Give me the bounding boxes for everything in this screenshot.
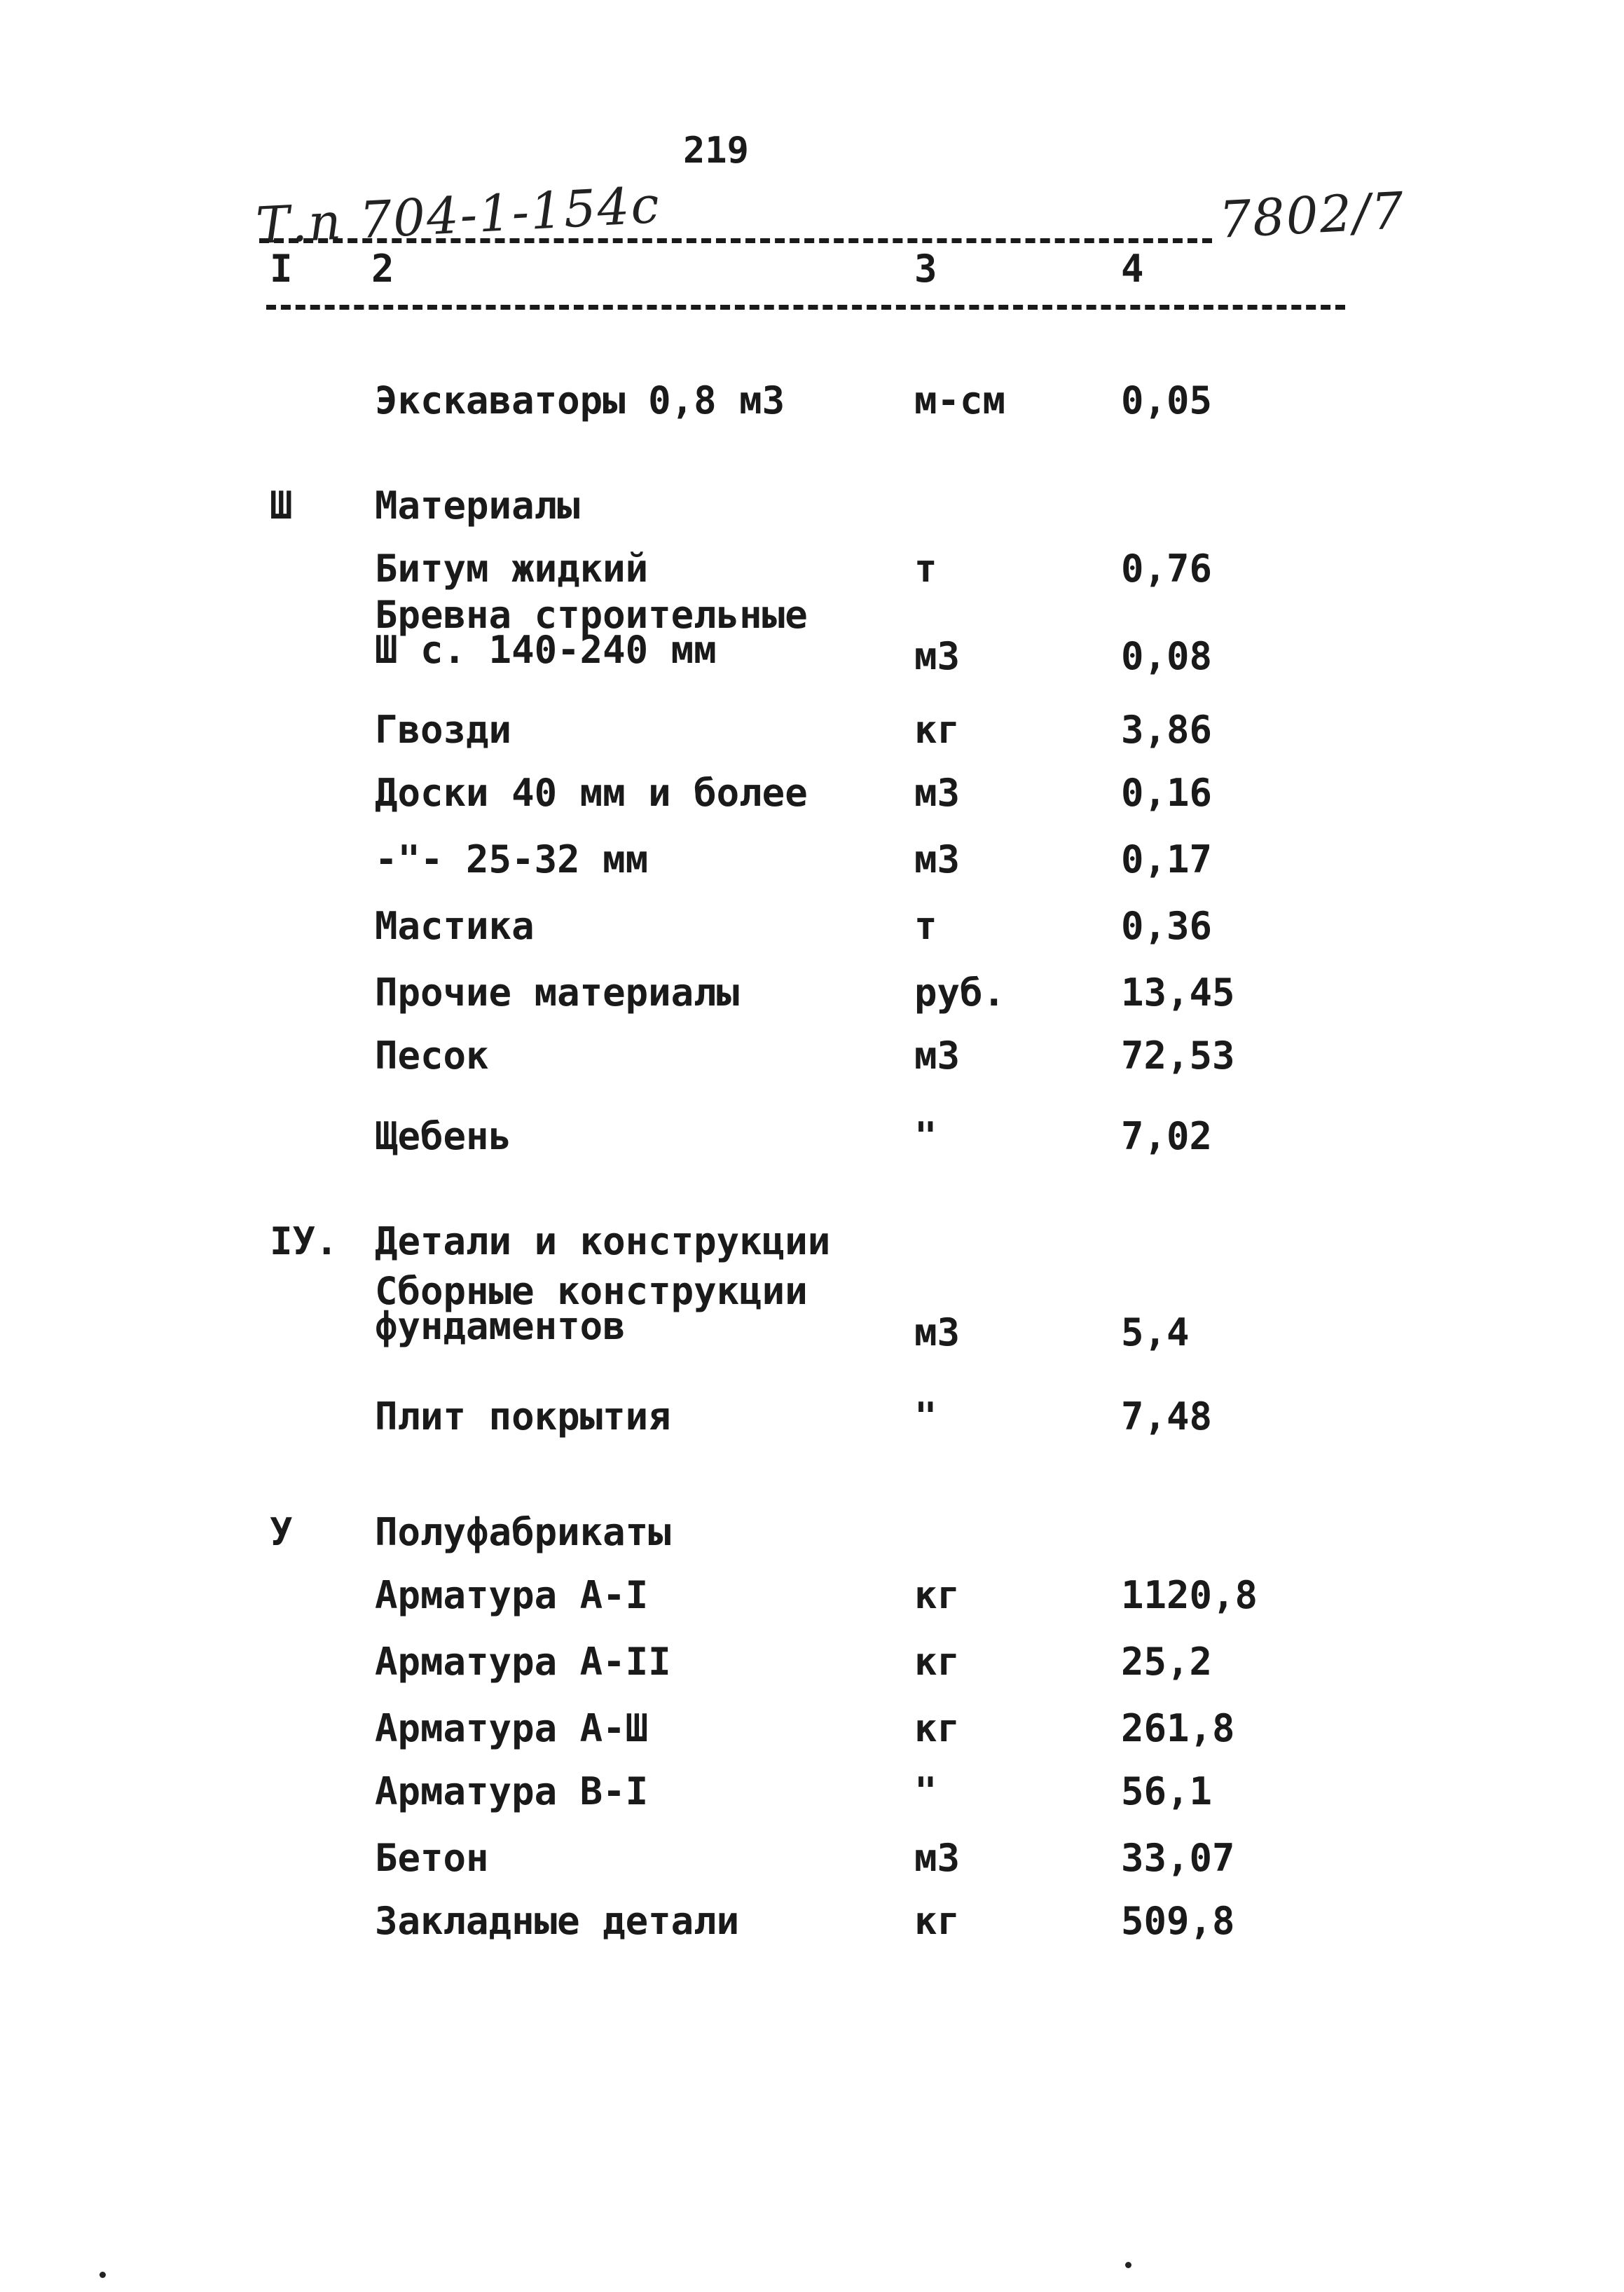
row-unit: т [914,904,937,948]
row-item-name: Прочие материалы [375,970,740,1015]
table-row [0,1394,1624,1478]
table-row [0,1899,1624,1983]
row-quantity: 5,4 [1121,1310,1190,1354]
row-item-name: Бревна строительные Ш с. 140-240 мм [375,593,808,672]
row-item-name: Детали и конструкции [375,1219,831,1263]
row-item-name: Арматура В-I [375,1769,649,1813]
row-item-name: Песок [375,1034,489,1078]
row-section-number: IУ. [270,1219,338,1263]
header-bottom-dashed-rule [266,305,1345,310]
row-item-name: Гвозди [375,708,512,752]
row-unit: " [914,1394,937,1439]
column-header-1: I [270,247,293,291]
row-unit: " [914,1769,937,1813]
row-item-name: Сборные конструкции фундаментов [375,1269,808,1348]
row-unit: м-см [914,378,1006,423]
row-item-name: Арматура А-II [375,1640,671,1684]
row-item-name: Доски 40 мм и более [375,771,808,815]
column-header-2: 2 [371,247,394,291]
table-row [0,378,1624,462]
scan-speck [99,2272,106,2278]
table-row [0,593,1624,697]
table-row [0,1034,1624,1118]
row-item-name: Плит покрытия [375,1394,671,1439]
row-item-name: Битум жидкий [375,547,649,591]
row-unit: кг [914,1573,961,1617]
row-unit: кг [914,1899,961,1943]
row-item-name: Арматура А-I [375,1573,649,1617]
row-item-name: Щебень [375,1114,512,1158]
row-quantity: 1120,8 [1121,1573,1258,1617]
row-section-number: У [270,1510,293,1554]
row-quantity: 0,76 [1121,547,1213,591]
column-header-3: 3 [914,247,937,291]
page-number: 219 [683,130,749,172]
row-quantity: 509,8 [1121,1899,1235,1943]
row-quantity: 0,17 [1121,837,1213,881]
row-unit: м3 [914,837,961,881]
row-item-name: Арматура А-Ш [375,1706,649,1750]
row-quantity: 33,07 [1121,1836,1235,1880]
row-quantity: 3,86 [1121,708,1213,752]
row-unit: " [914,1114,937,1158]
row-quantity: 0,08 [1121,634,1213,678]
row-unit: м3 [914,1034,961,1078]
row-quantity: 0,36 [1121,904,1213,948]
row-item-name: Материалы [375,483,580,528]
row-item-name: Мастика [375,904,535,948]
document-code: Т.п 704-1-154с [254,174,662,256]
row-unit: м3 [914,771,961,815]
row-quantity: 25,2 [1121,1640,1213,1684]
row-item-name: -"- 25-32 мм [375,837,649,881]
row-quantity: 0,16 [1121,771,1213,815]
row-item-name: Закладные детали [375,1899,740,1943]
row-quantity: 13,45 [1121,970,1235,1015]
row-unit: м3 [914,1310,961,1354]
row-quantity: 7,02 [1121,1114,1213,1158]
row-quantity: 261,8 [1121,1706,1235,1750]
row-unit: кг [914,1706,961,1750]
row-quantity: 7,48 [1121,1394,1213,1439]
scan-speck [1125,2262,1131,2268]
row-quantity: 56,1 [1121,1769,1213,1813]
row-item-name: Экскаваторы 0,8 м3 [375,378,785,423]
column-header-4: 4 [1121,247,1144,291]
row-section-number: Ш [270,483,293,528]
row-quantity: 0,05 [1121,378,1213,423]
header-top-dashed-rule [259,238,1212,243]
row-unit: кг [914,708,961,752]
row-unit: м3 [914,634,961,678]
sheet-code: 7802/7 [1217,181,1407,249]
row-item-name: Полуфабрикаты [375,1510,671,1554]
table-row [0,1114,1624,1198]
row-unit: м3 [914,1836,961,1880]
table-row [0,1269,1624,1373]
row-item-name: Бетон [375,1836,489,1880]
row-unit: руб. [914,970,1006,1015]
row-unit: т [914,547,937,591]
row-quantity: 72,53 [1121,1034,1235,1078]
row-unit: кг [914,1640,961,1684]
